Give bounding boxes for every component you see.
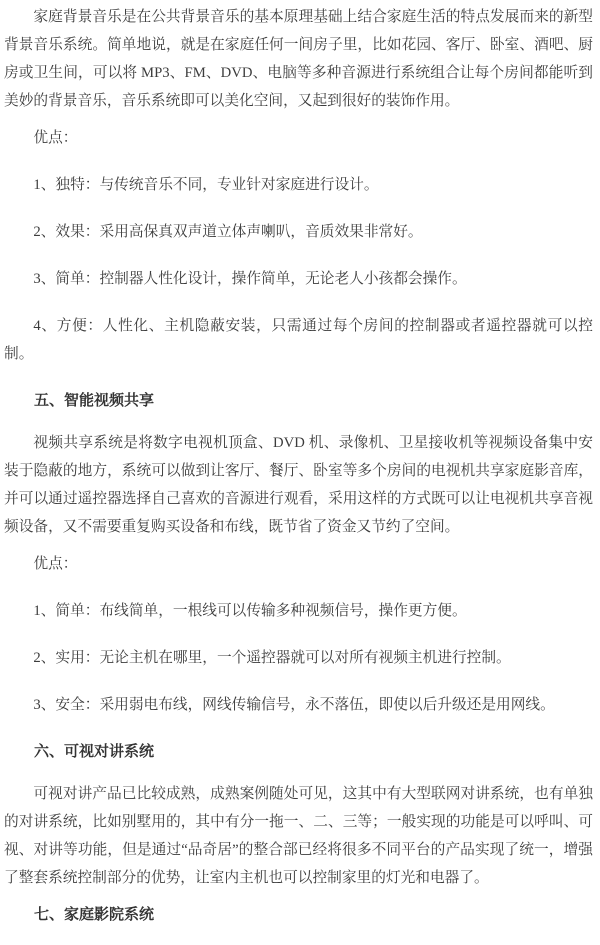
music-advantage-item-3: 3、简单：控制器人性化设计，操作简单，无论老人小孩都会操作。 (33, 271, 467, 287)
section-heading-video-intercom: 六、可视对讲系统 (34, 744, 155, 760)
section-heading-home-theater: 七、家庭影院系统 (34, 907, 155, 923)
video-advantage-item-2: 2、实用：无论主机在哪里，一个遥控器就可以对所有视频主机进行控制。 (33, 650, 511, 666)
music-advantage-item-4: 4、方便：人性化、主机隐蔽安装，只需通过每个房间的控制器或者遥控器就可以控制。 (4, 318, 593, 362)
music-advantages-label: 优点： (33, 130, 78, 146)
music-advantage-item-2: 2、效果：采用高保真双声道立体声喇叭，音质效果非常好。 (33, 224, 423, 240)
intro-paragraph: 家庭背景音乐是在公共背景音乐的基本原理基础上结合家庭生活的特点发展而来的新型背景音乐系统。简单地说，就是在家庭任何一间房子里，比如花园、客厅、卧室、酒吧、厨房或卫生间，可以将 MP3、FM、DVD、电脑等多种音源进行系统组合让每个房间都能听到美妙的背景音乐，音乐系统即可以美化空间，又起到很好的装饰作用。 (4, 9, 593, 109)
music-advantage-item-1: 1、独特：与传统音乐不同，专业针对家庭进行设计。 (33, 177, 379, 193)
section-heading-video-sharing: 五、智能视频共享 (34, 393, 155, 409)
video-advantage-item-3: 3、安全：采用弱电布线，网线传输信号，永不落伍，即使以后升级还是用网线。 (33, 697, 555, 713)
video-advantages-label: 优点： (33, 556, 78, 572)
intercom-paragraph: 可视对讲产品已比较成熟，成熟案例随处可见，这其中有大型联网对讲系统，也有单独的对讲系统，比如别墅用的，其中有分一拖一、二、三等；一般实现的功能是可以呼叫、可视、对讲等功能，但是通过“品奇居”的整合部已经将很多不同平台的产品实现了统一，增强了整套系统控制部分的优势，让室内主机也可以控制家里的灯光和电器了。 (4, 786, 593, 886)
video-sharing-paragraph: 视频共享系统是将数字电视机顶盒、DVD 机、录像机、卫星接收机等视频设备集中安装于隐蔽的地方，系统可以做到让客厅、餐厅、卧室等多个房间的电视机共享家庭影音库，并可以通过遥控器选择自己喜欢的音源进行观看，采用这样的方式既可以让电视机共享音视频设备，又不需要重复购买设备和布线，既节省了资金又节约了空间。 (4, 435, 593, 535)
video-advantage-item-1: 1、简单：布线简单，一根线可以传输多种视频信号，操作更方便。 (33, 603, 467, 619)
